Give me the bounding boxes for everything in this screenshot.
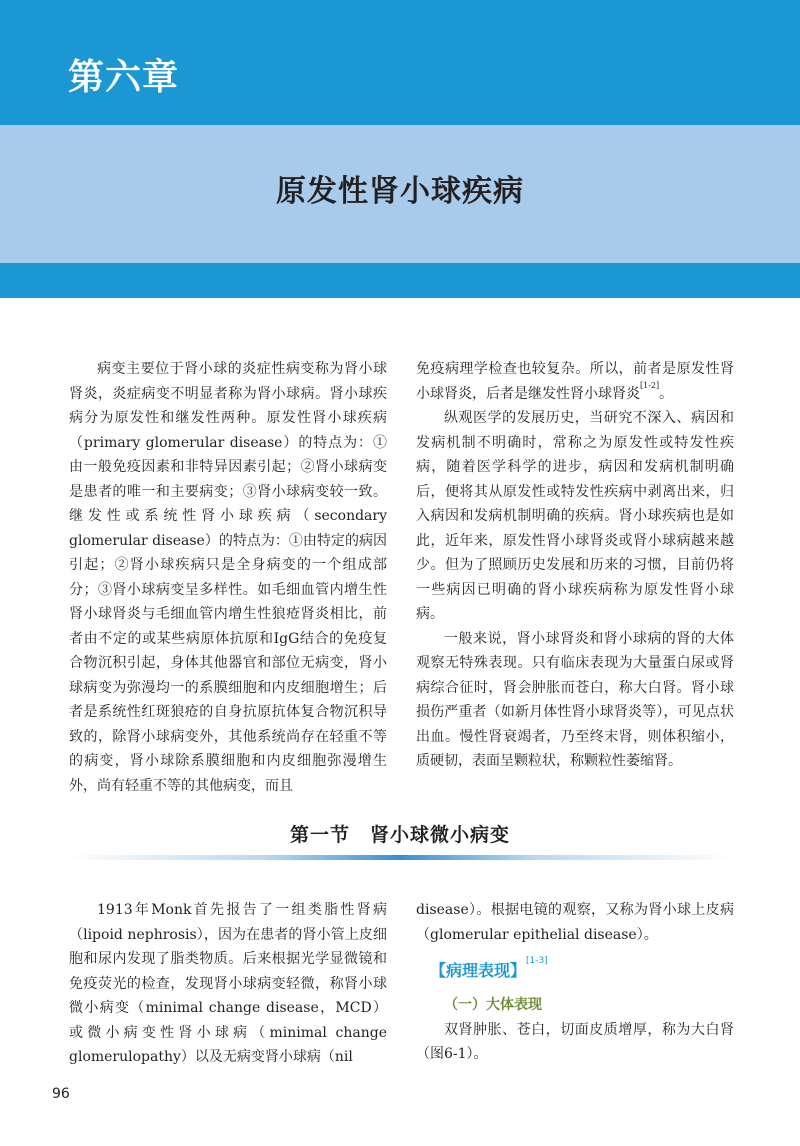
pathology-reference: [1-3] [526, 956, 548, 966]
gross-heading: （一）大体表现 [444, 997, 542, 1013]
intro-right-column [416, 357, 734, 774]
gross-observation-paragraph: 一般来说，肾小球肾炎和肾小球病的肾的大体观察无特殊表现。只有临床表现为大量蛋白尿或肾病综合征时，肾会肿胀而苍白，称大白肾。肾小球损伤严重者（如新月体性肾小球肾炎等），可见点状出血。慢性肾衰竭者，乃至终末肾，则体积缩小，质硬韧，表面呈颗粒状，称颗粒性萎缩肾。 [416, 630, 734, 769]
section-intro-paragraph: 1913年Monk首先报告了一组类脂性肾病（lipoid nephrosis），因为在患者的肾小管上皮细胞和尿内发现了脂类物质。后来根据光学显微镜和免疫荧光的检查，发现肾小球病变轻微，称肾小球微小病变（minimal change disease，MCD）或微小病变性肾小球病（minimal change glomerulopathy）以及无病变肾小球病（nil [69, 902, 387, 1065]
section-title: 第一节 肾小球微小病变 [289, 824, 510, 846]
intro-left-column [69, 357, 387, 798]
continuation-text: 免疫病理学检查也较复杂。所以，前者是原发性肾小球肾炎，后者是继发性肾小球肾炎 [416, 361, 734, 402]
gross-text-paragraph: 双肾肿胀、苍白，切面皮质增厚，称为大白肾（图6-1）。 [416, 1021, 734, 1062]
intro-continuation-paragraph [416, 357, 734, 406]
chapter-label: 第六章 [68, 57, 180, 98]
section-right-column [416, 898, 734, 1067]
section-continuation-paragraph: disease）。根据电镜的观察，又称为肾小球上皮病（glomerular epithelial disease）。 [416, 902, 734, 943]
pathology-heading-text: 【病理表现】 [430, 961, 527, 980]
section-divider [66, 855, 734, 860]
reference-citation: [1-2] [640, 380, 660, 390]
continuation-end: 。 [659, 385, 674, 402]
chapter-title: 原发性肾小球疾病 [276, 174, 524, 209]
intro-paragraph: 病变主要位于肾小球的炎症性病变称为肾小球肾炎，炎症病变不明显者称为肾小球病。肾小球疾病分为原发性和继发性两种。原发性肾小球疾病（primary glomerular disease）的特点为：①由一般免疫因素和非特异因素引起；②肾小球病变是患者的唯一和主要病变；③肾小球病变较一致。继发性或系统性肾小球疾病（secondary glomerular disease）的特点为：①由特定的病因引起；②肾小球疾病只是全身病变的一个组成部分；③肾小球病变呈多样性。如毛细血管内增生性肾小球肾炎与毛细血管内增生性狼疮肾炎相比，前者由不定的或某些病原体抗原和IgG结合的免疫复合物沉积引起，身体其他器官和部位无病变，肾小球病变为弥漫均一的系膜细胞和内皮细胞增生；后者是系统性红斑狼疮的自身抗原抗体复合物沉积导致的，除肾小球病变外，其他系统尚存在轻重不等的病变，肾小球除系膜细胞和内皮细胞弥漫增生外，尚有轻重不等的其他病变，而且 [69, 361, 387, 794]
pathology-heading [430, 957, 734, 985]
bottom-header-band [0, 263, 800, 298]
history-paragraph: 纵观医学的发展历史，当研究不深入、病因和发病机制不明确时，常称之为原发性或特发性疾病，随着医学科学的进步，病因和发病机制明确后，便将其从原发性或特发性疾病中剥离出来，归入病因和发病机制明确的疾病。肾小球疾病也是如此，近年来，原发性肾小球肾炎或肾小球病越来越少。但为了照顾历史发展和历来的习惯，目前仍将一些病因已明确的肾小球疾病称为原发性肾小球病。 [416, 410, 734, 622]
page-number: 96 [52, 1086, 70, 1102]
section-left-column [69, 898, 387, 1070]
